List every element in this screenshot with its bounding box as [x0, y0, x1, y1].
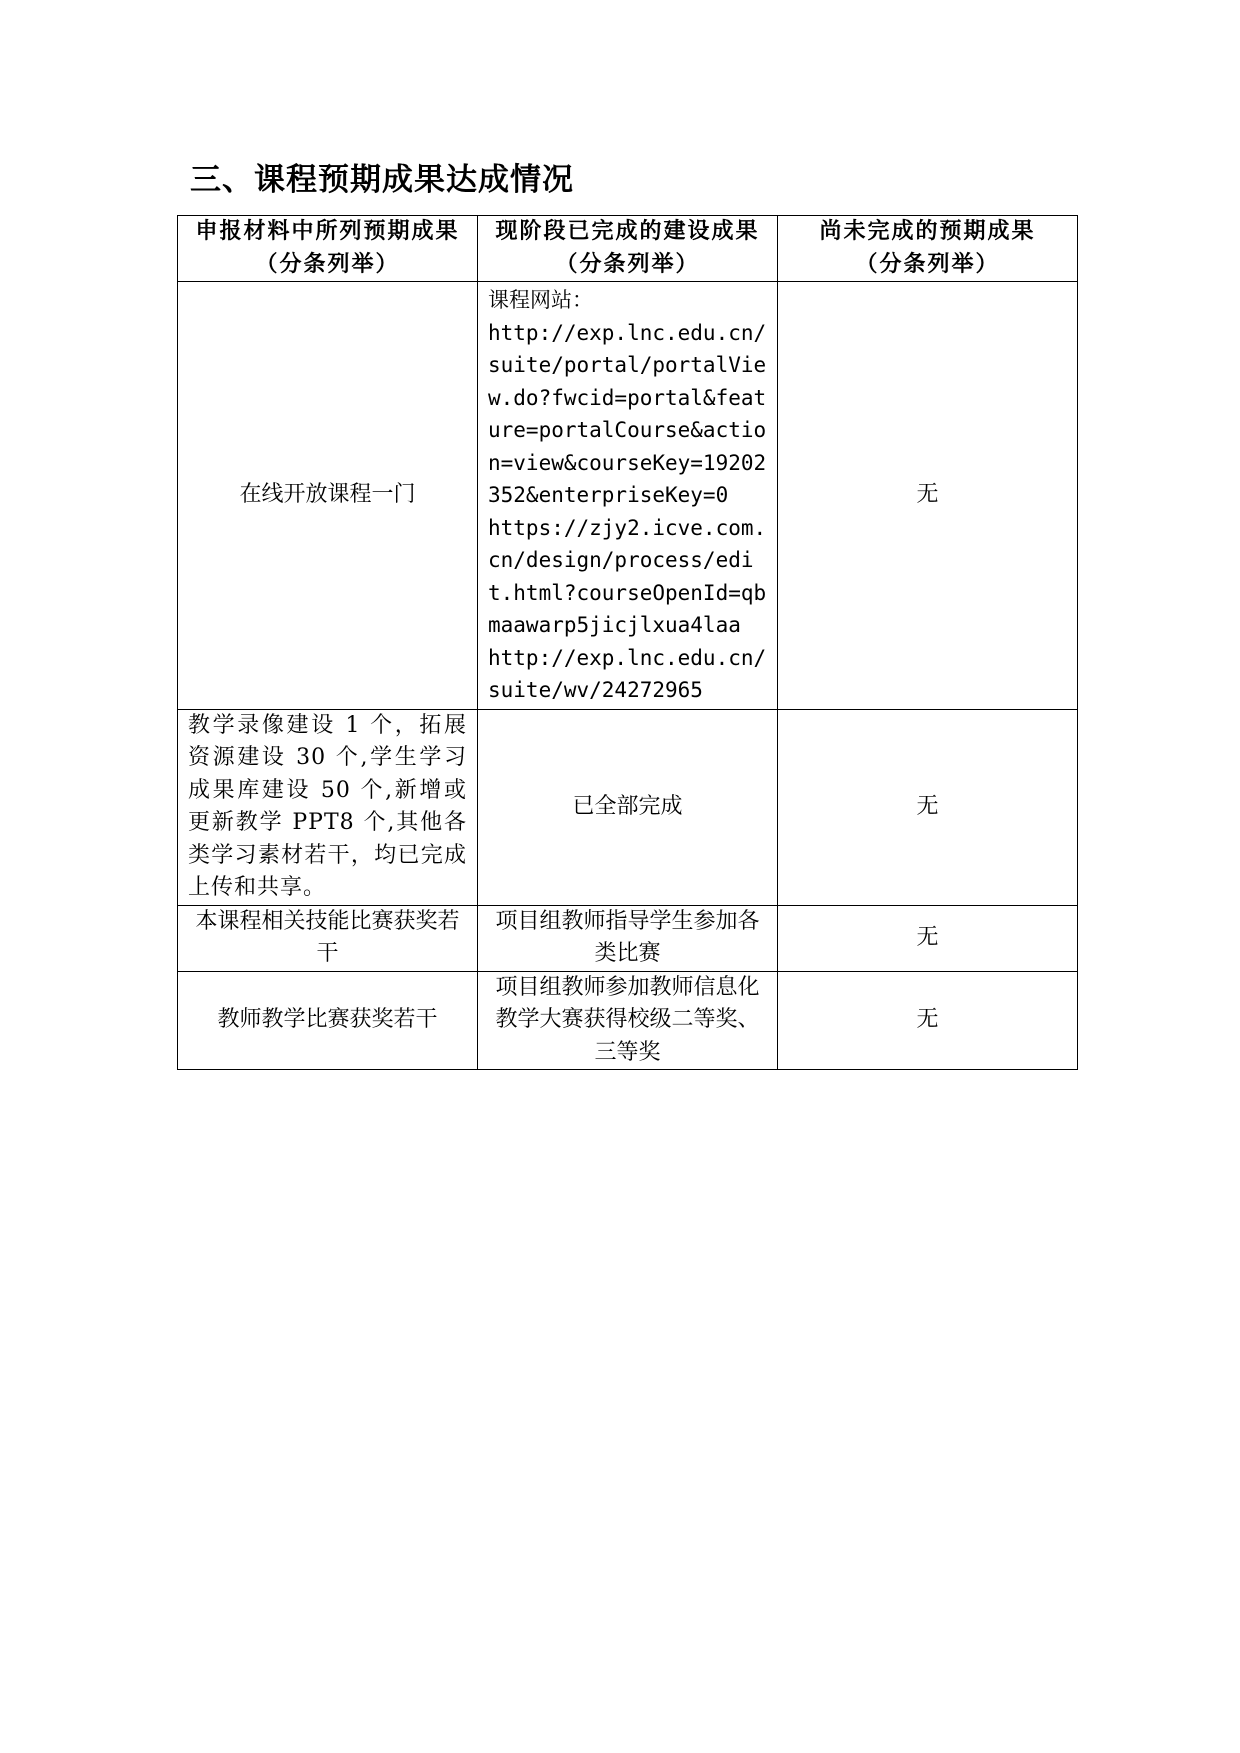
header-completed-outcomes	[478, 216, 778, 282]
cell-completed: 项目组教师参加教师信息化教学大赛获得校级二等奖、三等奖	[478, 971, 778, 1070]
cell-completed: 项目组教师指导学生参加各类比赛	[478, 905, 778, 971]
header-expected-line1: 申报材料中所列预期成果	[195, 219, 460, 244]
course-site-url: http://exp.lnc.edu.cn/suite/wv/24272965	[488, 645, 767, 702]
cell-completed-course-sites	[478, 282, 778, 710]
course-site-label: 课程网站：	[488, 288, 593, 312]
table-row	[178, 905, 1078, 971]
cell-completed: 已全部完成	[478, 709, 778, 905]
table-row	[178, 971, 1078, 1070]
section-title: 三、课程预期成果达成情况	[190, 162, 574, 198]
header-completed-line2: （分条列举）	[555, 251, 700, 277]
header-expected-line2: （分条列举）	[255, 251, 400, 277]
table-row	[178, 709, 1078, 905]
cell-expected: 教学录像建设 1 个，拓展资源建设 30 个,学生学习成果库建设 50 个,新增或更新教学 PPT8 个,其他各类学习素材若干，均已完成上传和共享。	[178, 709, 478, 905]
header-pending-line1: 尚未完成的预期成果	[819, 219, 1036, 244]
header-completed-line1: 现阶段已完成的建设成果	[495, 219, 760, 244]
course-site-url: http://exp.lnc.edu.cn/suite/portal/portalView.do?fwcid=portal&feature=portalCourse&action=view&courseKey=19202352&enterpriseKey=0	[488, 320, 767, 507]
cell-pending: 无	[778, 971, 1078, 1070]
table-row	[178, 282, 1078, 710]
header-pending-outcomes	[778, 216, 1078, 282]
cell-expected: 在线开放课程一门	[178, 282, 478, 710]
outcome-table	[177, 215, 1078, 1070]
course-site-url: https://zjy2.icve.com.cn/design/process/edit.html?courseOpenId=qbmaawarp5jicjlxua4laa	[488, 515, 767, 637]
header-pending-line2: （分条列举）	[855, 251, 1000, 277]
cell-pending: 无	[778, 905, 1078, 971]
cell-expected: 教师教学比赛获奖若干	[178, 971, 478, 1070]
cell-pending: 无	[778, 709, 1078, 905]
cell-pending: 无	[778, 282, 1078, 710]
table-header-row	[178, 216, 1078, 282]
header-expected-outcomes	[178, 216, 478, 282]
cell-expected: 本课程相关技能比赛获奖若干	[178, 905, 478, 971]
